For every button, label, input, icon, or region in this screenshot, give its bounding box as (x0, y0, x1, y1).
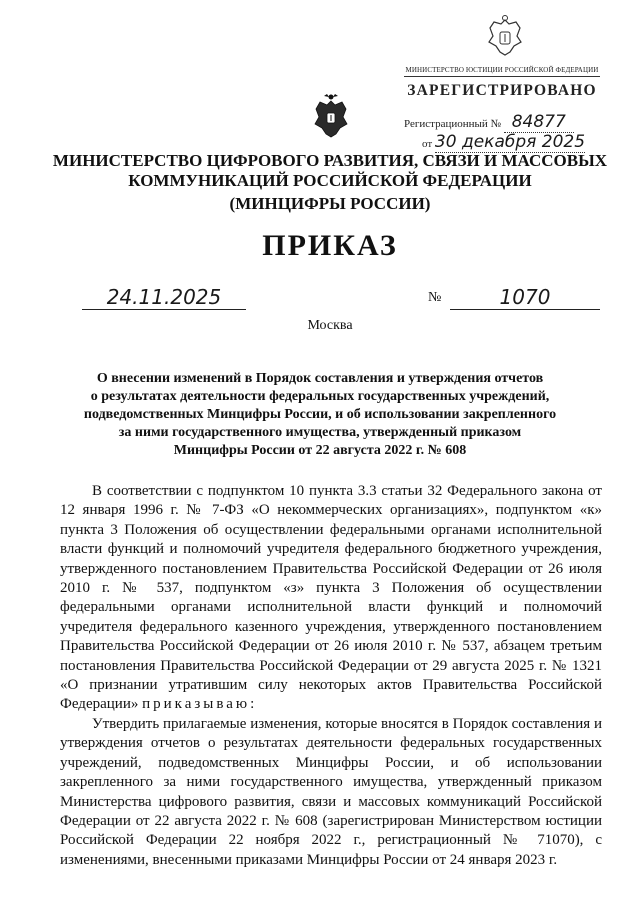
document-title: ПРИКАЗ (262, 229, 398, 262)
order-subject (60, 370, 580, 460)
stamp-reg-line (404, 112, 574, 133)
body-paragraph: Утвердить прилагаемые изменения, которые вносятся в Порядок составления и утверждения отчетов о результатах деятельности федеральных государственных учреждений, подведомственных Минцифры России, и об использовании закрепленного за ними государственного имущества, утвержденный приказом Министерства цифрового развития, связи и массовых коммуникаций Российской Федерации от 22 августа 2022 г. № 608 (зарегистрирован Министерством юстиции Российской Федерации 22 ноября 2022 г., регистрационный № 71070), с изменениями, внесенными приказами Минцифры России от 24 января 2023 г. (60, 715, 602, 868)
subject-line: подведомственных Минцифры России, и об использовании закрепленного (83, 407, 557, 422)
body-paragraph (60, 482, 602, 715)
stamp-registered: ЗАРЕГИСТРИРОВАНО (407, 82, 597, 99)
order-date-field (82, 285, 246, 310)
order-number-field (450, 285, 600, 310)
subject-line: о результатах деятельности федеральных государственных учреждений, (90, 389, 550, 404)
ministry-name-line1: МИНИСТЕРСТВО ЦИФРОВОГО РАЗВИТИЯ, СВЯЗИ И МАССОВЫХ (52, 151, 608, 170)
order-date: 24.11.2025 (106, 285, 222, 309)
subject-line: Минцифры России от 22 августа 2022 г. № 608 (173, 443, 467, 458)
order-number: 1070 (499, 285, 551, 309)
order-number-label: № (428, 290, 442, 305)
registration-stamp (404, 8, 600, 152)
coat-of-arms-icon (314, 93, 348, 139)
body-paragraph-text: В соответствии с подпунктом 10 пункта 3.3 статьи 32 Федерального закона от 12 января 1996 г. № 7-ФЗ «О некоммерческих организациях», подпунктом «к» пункта 3 Положения об осуществлении федеральными органами исполнительной власти функций и полномочий учредителя федерального бюджетного учреждения, утвержденного постановлением Правительства Российской Федерации от 26 июля 2010 г. № 537, подпунктом «з» пункта 3 Положения об осуществлении федеральными органами исполнительной власти функций и полномочий учредителя федерального казенного учреждения, утвержденного постановлением Правительства Российской Федерации от 26 июля 2010 г. № 537, абзацем третьим постановления Правительства Российской Федерации от 29 августа 2025 г. № 1321 «О признании утратившим силу некоторых актов Правительства Российской Федерации» (60, 483, 602, 713)
stamp-reg-label: Регистрационный № (404, 118, 502, 130)
subject-line: за ними государственного имущества, утвержденный приказом (118, 425, 522, 440)
ministry-name-line2: КОММУНИКАЦИЙ РОССИЙСКОЙ ФЕДЕРАЦИИ (128, 171, 532, 190)
stamp-date-value: 30 декабря 2025 (434, 132, 586, 152)
order-body (60, 482, 602, 870)
subject-line: О внесении изменений в Порядок составления и утверждения отчетов (96, 371, 544, 386)
order-command: приказываю: (142, 696, 258, 713)
stamp-reg-number: 84877 (504, 112, 574, 133)
city: Москва (307, 318, 353, 333)
ministry-short-name: (МИНЦИФРЫ РОССИИ) (229, 194, 431, 213)
stamp-ministry: МИНИСТЕРСТВО ЮСТИЦИИ РОССИЙСКОЙ ФЕДЕРАЦИИ (404, 66, 600, 77)
stamp-date-label: от (422, 138, 433, 150)
